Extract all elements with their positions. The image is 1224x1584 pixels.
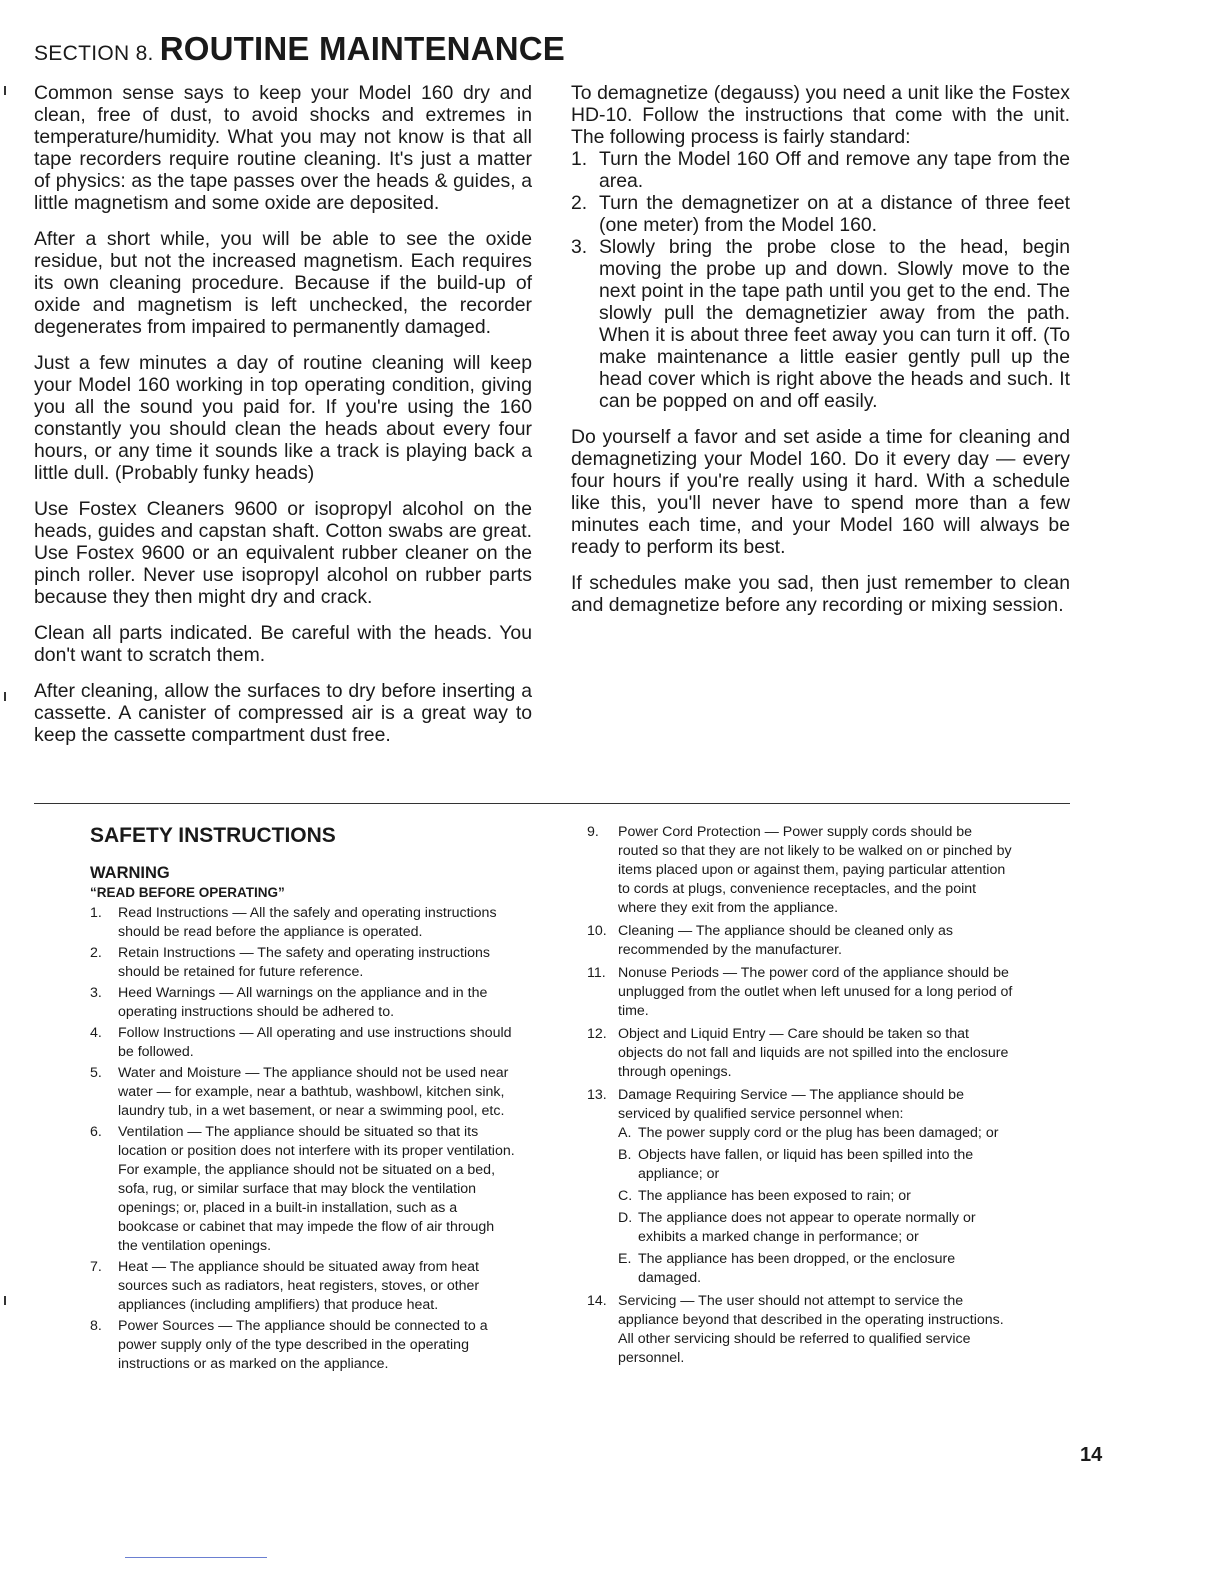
list-item [618,1146,1015,1184]
service-conditions [618,1124,1015,1288]
item-text: Power Sources — The appliance should be connected to a power supply only of the type described in the operating instructions or as marked on the appliance. [118,1318,488,1372]
item-number: 4. [90,1025,102,1041]
list-item [571,236,1070,412]
item-text: Object and Liquid Entry — Care should be taken so that objects do not fall and liquids are not spilled into the enclosure through openings. [618,1026,1009,1080]
sub-text: The appliance does not appear to operate normally or exhibits a marked change in performance; or [638,1210,976,1245]
safety-title: SAFETY INSTRUCTIONS [90,824,336,847]
item-text: Follow Instructions — All operating and use instructions should be followed. [118,1025,512,1060]
paragraph: After a short while, you will be able to see the oxide residue, but not the increased magnetism. Each requires its own cleaning procedure. Because if the build-up of oxide and magnetism is left unchecked, the recorder degenerates from impaired to permanently damaged. [34,228,532,338]
item-number: 7. [90,1259,102,1275]
item-text: Servicing — The user should not attempt to service the appliance beyond that described in the operating instructions. All other servicing should be referred to qualified service personnel. [618,1293,1004,1366]
item-text: Read Instructions — All the safely and operating instructions should be read before the appliance is operated. [118,905,497,940]
step-number: 1. [571,148,588,170]
list-item [90,904,516,942]
list-item [618,1209,1015,1247]
list-item [90,984,516,1022]
item-text: Heed Warnings — All warnings on the appliance and in the operating instructions should be adhered to. [118,985,488,1020]
item-text: Water and Moisture — The appliance should not be used near water — for example, near a bathtub, washbowl, kitchen sink, laundry tub, in a wet basement, or near a swimming pool, etc. [118,1065,509,1119]
bottom-rule [125,1557,267,1558]
item-number: 12. [587,1026,607,1042]
item-text: Heat — The appliance should be situated away from heat sources such as radiators, heat registers, stoves, or other appliances (including amplifiers) that produce heat. [118,1259,480,1313]
maintenance-right-column [571,82,1070,630]
item-number: 14. [587,1293,607,1309]
list-item [90,1024,516,1062]
paragraph: If schedules make you sad, then just remember to clean and demagnetize before any recording or mixing session. [571,572,1070,616]
paragraph: Use Fostex Cleaners 9600 or isopropyl alcohol on the heads, guides and capstan shaft. Cotton swabs are great. Use Fostex 9600 or an equivalent rubber cleaner on the pinch roller. Never use isopropyl alcohol on rubber parts because they then might dry and crack. [34,498,532,608]
list-item [587,922,1015,960]
item-number: 8. [90,1318,102,1334]
list-item [90,944,516,982]
section-label: SECTION 8. [34,42,154,65]
demagnetize-steps [571,148,1070,412]
item-number: 6. [90,1124,102,1140]
list-item [587,1292,1015,1368]
sub-text: The appliance has been dropped, or the enclosure damaged. [638,1251,956,1286]
item-number: 2. [90,945,102,961]
item-number: 3. [90,985,102,1001]
list-item [90,1258,516,1315]
warning-heading: WARNING [90,864,170,882]
sub-letter: E. [618,1251,632,1267]
item-number: 11. [587,965,606,981]
paragraph: Do yourself a favor and set aside a time for cleaning and demagnetizing your Model 160. Do it every day — every four hours if you're really using it hard. With a schedule like this, you'll never have to spend more than a few minutes each time, and your Model 160 will always be ready to perform its best. [571,426,1070,558]
item-text: Cleaning — The appliance should be cleaned only as recommended by the manufacturer. [618,923,953,958]
item-text: Power Cord Protection — Power supply cords should be routed so that they are not likely to be walked on or pinched by items placed upon or against them, paying particular attention to cords at plugs, convenience receptacles, and the point where they exit from the appliance. [618,824,1012,916]
sub-letter: D. [618,1210,633,1226]
safety-list-left [90,904,516,1376]
list-item [618,1124,1015,1143]
list-item [587,1086,1015,1288]
section-heading [34,30,565,68]
item-text: Damage Requiring Service — The appliance should be serviced by qualified service personnel when: [618,1087,964,1122]
sub-text: Objects have fallen, or liquid has been spilled into the appliance; or [638,1147,974,1182]
maintenance-left-column [34,82,532,760]
item-number: 5. [90,1065,102,1081]
sub-letter: C. [618,1188,633,1204]
section-title: ROUTINE MAINTENANCE [159,30,565,67]
list-item [618,1187,1015,1206]
item-number: 9. [587,824,599,840]
list-item [90,1064,516,1121]
step-text: Slowly bring the probe close to the head, begin moving the probe up and down. Slowly move to the next point in the tape path until you get to the end. The slowly pull the demagnetizier away from the path. When it is about three feet away you can turn it off. (To make maintenance a little easier gently pull up the head cover which is right above the heads and such. It can be popped on and off easily. [599,236,1070,412]
list-item [618,1250,1015,1288]
sub-letter: A. [618,1125,632,1141]
safety-list-right [587,823,1015,1372]
item-text: Ventilation — The appliance should be situated so that its location or position does not interfere with its proper ventilation. For example, the appliance should not be situated on a bed, sofa, rug, or similar surface that may block the ventilation openings; or, placed in a built-in installation, such as a bookcase or cabinet that may impede the flow of air through the ventilation openings. [118,1124,515,1254]
read-before-operating: “READ BEFORE OPERATING” [90,885,285,900]
step-text: Turn the demagnetizer on at a distance of three feet (one meter) from the Model 160. [599,192,1070,236]
list-item [571,148,1070,192]
item-number: 10. [587,923,607,939]
item-number: 13. [587,1087,607,1103]
sub-text: The appliance has been exposed to rain; or [638,1188,911,1204]
item-text: Retain Instructions — The safety and operating instructions should be retained for future reference. [118,945,490,980]
step-text: Turn the Model 160 Off and remove any tape from the area. [599,148,1070,192]
demagnetize-intro: To demagnetize (degauss) you need a unit like the Fostex HD-10. Follow the instructions that come with the unit. The following process is fairly standard: [571,82,1070,148]
margin-mark [4,1296,6,1305]
paragraph: Just a few minutes a day of routine cleaning will keep your Model 160 working in top operating condition, giving you all the sound you paid for. If you're using the 160 constantly you should clean the heads about every four hours, or any time it sounds like a track is playing back a little dull. (Probably funky heads) [34,352,532,484]
list-item [90,1123,516,1256]
list-item [587,964,1015,1021]
step-number: 3. [571,236,588,258]
step-number: 2. [571,192,588,214]
paragraph: Clean all parts indicated. Be careful with the heads. You don't want to scratch them. [34,622,532,666]
margin-mark [4,86,6,95]
list-item [587,823,1015,918]
list-item [587,1025,1015,1082]
margin-mark [4,692,6,701]
list-item [90,1317,516,1374]
item-number: 1. [90,905,102,921]
section-divider [34,803,1070,804]
page-number: 14 [1080,1444,1103,1466]
sub-text: The power supply cord or the plug has been damaged; or [638,1125,999,1141]
paragraph: After cleaning, allow the surfaces to dry before inserting a cassette. A canister of compressed air is a great way to keep the cassette compartment dust free. [34,680,532,746]
item-text: Nonuse Periods — The power cord of the appliance should be unplugged from the outlet when left unused for a long period of time. [618,965,1013,1019]
list-item [571,192,1070,236]
paragraph: Common sense says to keep your Model 160 dry and clean, free of dust, to avoid shocks and extremes in temperature/humidity. What you may not know is that all tape recorders require routine cleaning. It's just a matter of physics: as the tape passes over the heads & guides, a little magnetism and some oxide are deposited. [34,82,532,214]
sub-letter: B. [618,1147,632,1163]
